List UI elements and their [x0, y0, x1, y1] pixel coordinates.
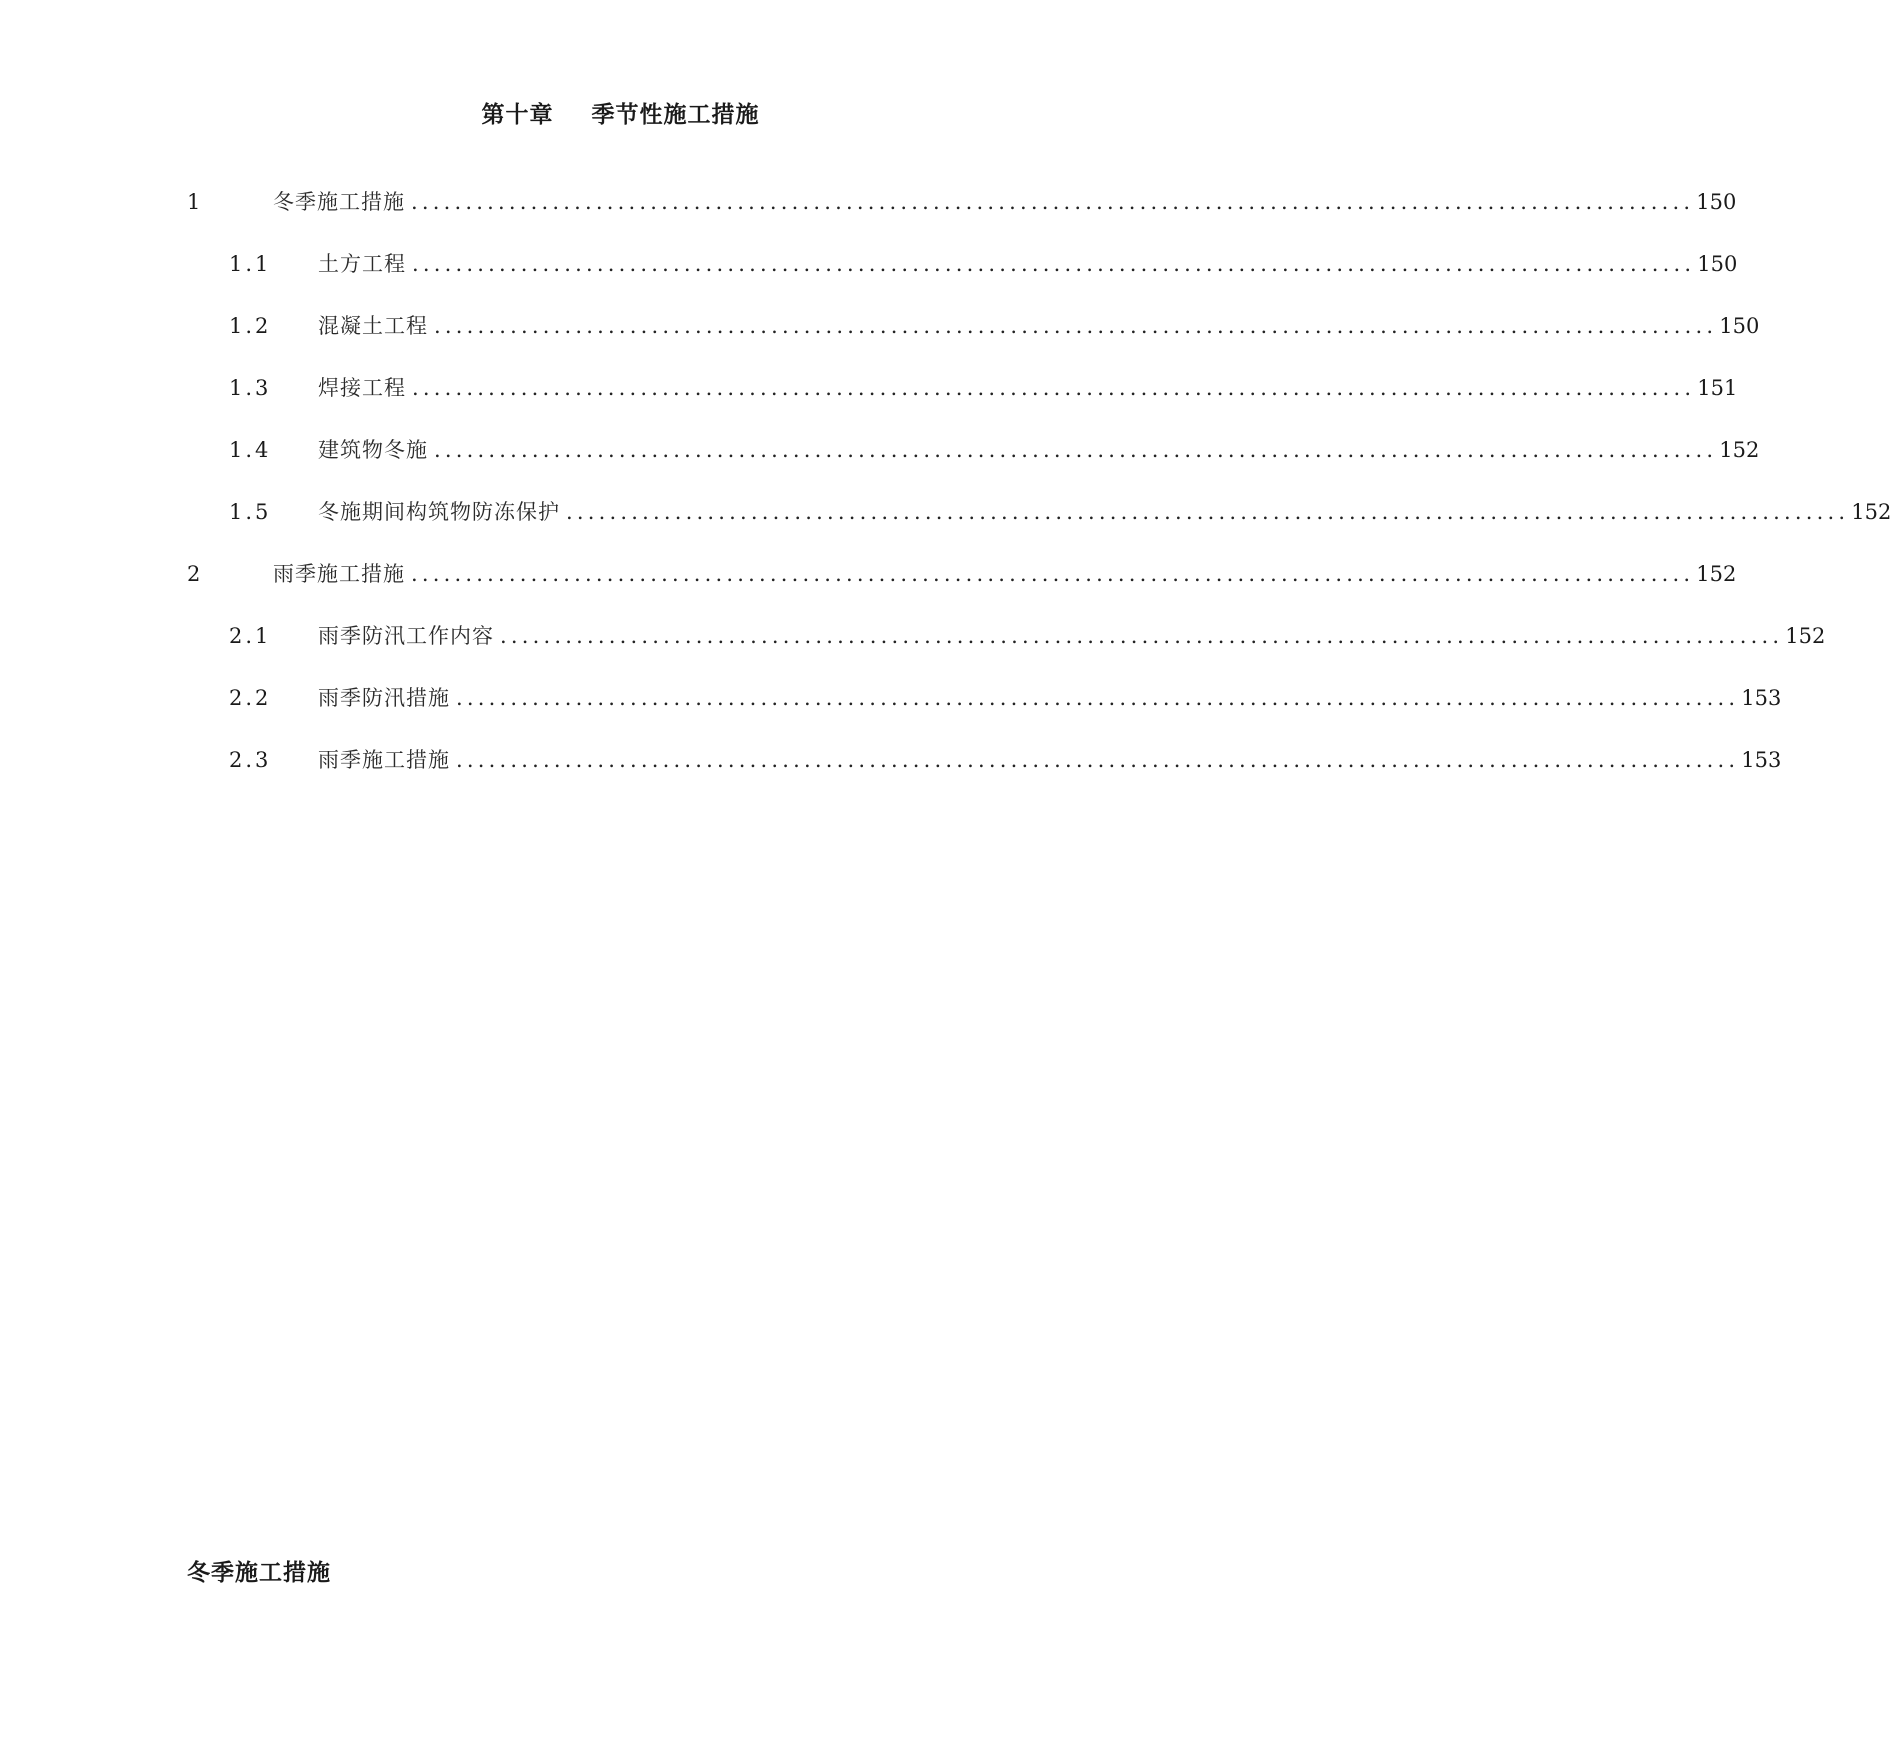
toc-entry-page: 153: [1741, 686, 1782, 710]
toc-entry[interactable]: [0, 372, 1738, 404]
toc-entry[interactable]: [0, 558, 1737, 590]
toc-entry-number: 1.4: [229, 438, 272, 462]
chapter-name: 季节性施工措施: [591, 102, 760, 128]
toc-leader-dots: ......................................................................................................................: [412, 376, 1696, 400]
toc-leader-dots: ......................................................................................................................: [411, 562, 1695, 586]
toc-entry-number: 1.1: [229, 252, 272, 276]
toc-entry[interactable]: [0, 186, 1737, 218]
toc-entry[interactable]: [0, 682, 1782, 714]
toc-entry-title: 雨季防汛措施: [318, 686, 450, 710]
toc-entry-page: 153: [1741, 748, 1782, 772]
toc-entry-title: 雨季防汛工作内容: [318, 624, 494, 648]
toc-entry-number: 1.5: [229, 500, 272, 524]
toc-entry-number: 1.3: [229, 376, 272, 400]
toc-entry-title: 雨季施工措施: [273, 562, 405, 586]
toc-entry-number: 2.3: [229, 748, 272, 772]
toc-leader-dots: ......................................................................................................................: [456, 686, 1740, 710]
toc-entry[interactable]: [0, 496, 1891, 528]
toc-entry-number: 1: [187, 190, 204, 214]
toc-entry-page: 150: [1696, 190, 1737, 214]
toc-entry-page: 151: [1697, 376, 1738, 400]
toc-entry-number: 2: [187, 562, 204, 586]
toc-entry-page: 150: [1719, 314, 1760, 338]
toc-leader-dots: ......................................................................................................................: [456, 748, 1740, 772]
chapter-number: 第十章: [481, 102, 554, 128]
toc-entry[interactable]: [0, 310, 1760, 342]
toc-leader-dots: ......................................................................................................................: [434, 438, 1718, 462]
toc-entry-title: 冬季施工措施: [273, 190, 405, 214]
toc-leader-dots: ......................................................................................................................: [566, 500, 1850, 524]
section-heading: 冬季施工措施: [187, 1560, 331, 1586]
toc-entry-number: 2.1: [229, 624, 272, 648]
toc-entry-number: 2.2: [229, 686, 272, 710]
toc-entry-title: 焊接工程: [318, 376, 406, 400]
toc-entry-title: 建筑物冬施: [318, 438, 428, 462]
toc-leader-dots: ......................................................................................................................: [434, 314, 1718, 338]
page-title: [0, 96, 1241, 129]
toc-entry[interactable]: [0, 248, 1738, 280]
toc-entry-title: 混凝土工程: [318, 314, 428, 338]
toc-entry[interactable]: [0, 744, 1782, 776]
toc-entry-title: 雨季施工措施: [318, 748, 450, 772]
toc-entry-title: 冬施期间构筑物防冻保护: [318, 500, 560, 524]
toc-entry-title: 土方工程: [318, 252, 406, 276]
toc-leader-dots: ......................................................................................................................: [500, 624, 1784, 648]
toc-entry[interactable]: [0, 620, 1826, 652]
toc-entry-page: 150: [1697, 252, 1738, 276]
toc-entry-page: 152: [1785, 624, 1826, 648]
toc-leader-dots: ......................................................................................................................: [412, 252, 1696, 276]
toc-entry-page: 152: [1696, 562, 1737, 586]
toc-entry-number: 1.2: [229, 314, 272, 338]
toc-leader-dots: ......................................................................................................................: [411, 190, 1695, 214]
toc-entry[interactable]: [0, 434, 1760, 466]
toc-entry-page: 152: [1719, 438, 1760, 462]
toc-entry-page: 152: [1851, 500, 1891, 524]
